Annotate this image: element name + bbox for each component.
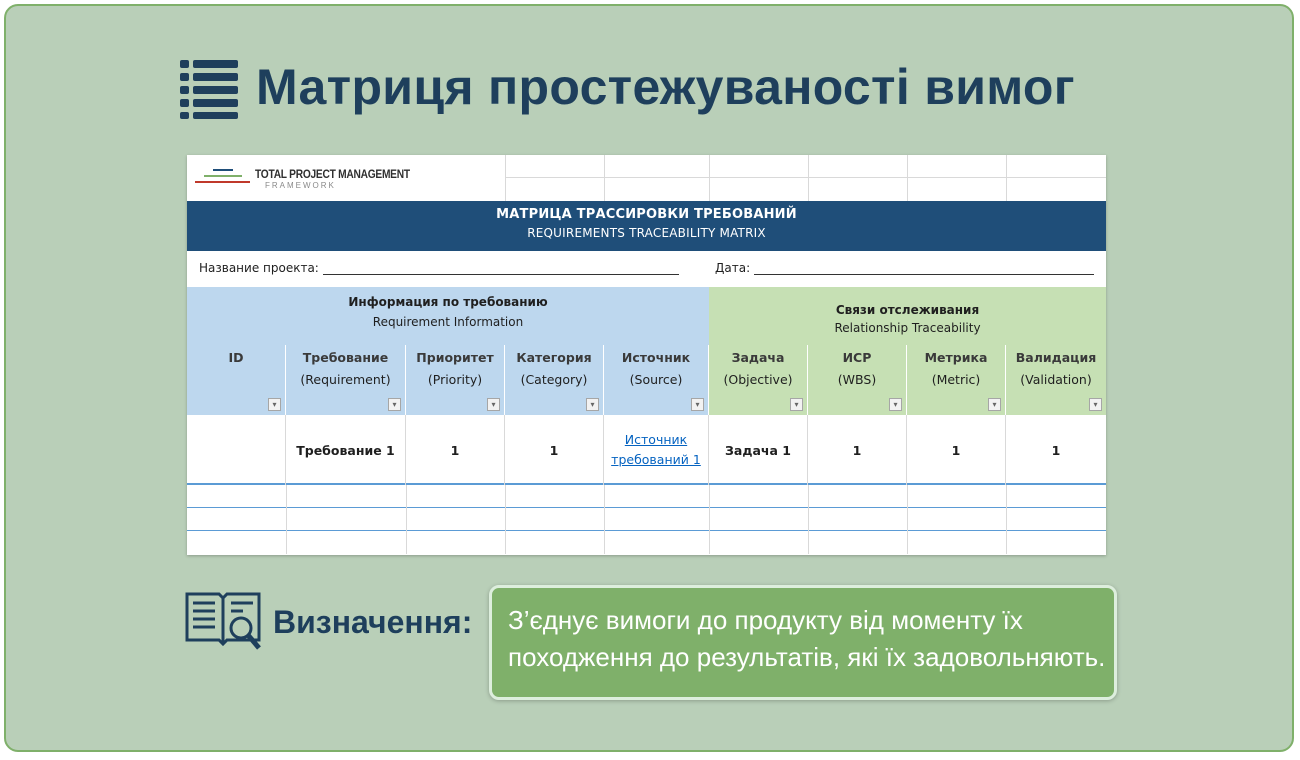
- list-icon: [178, 54, 240, 120]
- col-header-label: Задача: [731, 350, 785, 365]
- gridline: [604, 508, 605, 531]
- cell-source-link[interactable]: [604, 415, 709, 485]
- book-magnifier-icon: [183, 588, 263, 652]
- gridline: [604, 485, 605, 508]
- title-area: [178, 52, 1075, 122]
- gridline: [604, 531, 605, 554]
- col-header-sub: (Source): [629, 372, 683, 387]
- table-row: [187, 415, 1106, 485]
- filter-dropdown-icon[interactable]: ▾: [1089, 398, 1102, 411]
- col-header-label: Валидация: [1015, 350, 1097, 365]
- date-field: [715, 261, 1094, 275]
- gridline: [505, 177, 1106, 178]
- cell-metric[interactable]: 1: [907, 415, 1006, 485]
- cell-validation[interactable]: 1: [1051, 442, 1061, 458]
- logo-lines-icon: [195, 169, 250, 187]
- col-header-sub: (Category): [520, 372, 588, 387]
- gridline: [1006, 485, 1007, 508]
- gridline: [1006, 531, 1007, 554]
- gridline: [808, 485, 809, 508]
- logo-main-text: TOTAL PROJECT MANAGEMENT: [255, 167, 410, 181]
- gridline: [286, 485, 287, 508]
- gridline: [907, 155, 908, 201]
- col-header-label: ИСР: [842, 350, 872, 365]
- banner-title-ru: МАТРИЦА ТРАССИРОВКИ ТРЕБОВАНИЙ: [496, 207, 797, 222]
- filter-dropdown-icon[interactable]: ▾: [487, 398, 500, 411]
- table-row-empty: [187, 531, 1106, 554]
- filter-dropdown-icon[interactable]: ▾: [691, 398, 704, 411]
- gridline: [709, 508, 710, 531]
- col-header-id[interactable]: [187, 345, 286, 415]
- banner-title-en: REQUIREMENTS TRACEABILITY MATRIX: [527, 226, 766, 240]
- col-header-label: Источник: [621, 350, 691, 365]
- col-header-validation[interactable]: [1006, 345, 1106, 415]
- cell-id[interactable]: [187, 415, 286, 485]
- date-line: [754, 261, 1094, 275]
- filter-dropdown-icon[interactable]: ▾: [586, 398, 599, 411]
- gridline: [286, 508, 287, 531]
- filter-dropdown-icon[interactable]: ▾: [388, 398, 401, 411]
- gridline: [907, 531, 908, 554]
- group-requirement-en: Requirement Information: [372, 315, 524, 329]
- gridline: [907, 485, 908, 508]
- project-name-label: Название проекта:: [199, 261, 319, 275]
- table-row-empty: [187, 485, 1106, 508]
- col-header-wbs[interactable]: [808, 345, 907, 415]
- col-header-sub: (Requirement): [300, 372, 391, 387]
- gridline: [709, 155, 710, 201]
- source-link-line2[interactable]: требований 1: [611, 452, 701, 467]
- cell-requirement[interactable]: Требование 1: [286, 415, 406, 485]
- sheet-banner: [187, 201, 1106, 251]
- col-header-metric[interactable]: [907, 345, 1006, 415]
- meta-row: [187, 251, 1106, 287]
- col-header-label: Категория: [516, 350, 592, 365]
- col-header-objective[interactable]: [709, 345, 808, 415]
- gridline: [505, 508, 506, 531]
- project-name-field: [199, 261, 679, 275]
- project-name-line: [323, 261, 679, 275]
- gridline: [808, 155, 809, 201]
- gridline: [709, 531, 710, 554]
- gridline: [505, 531, 506, 554]
- logo-sub-text: FRAMEWORK: [265, 181, 336, 190]
- gridline: [808, 508, 809, 531]
- sheet-logo: [255, 167, 437, 190]
- gridline: [406, 508, 407, 531]
- gridline: [709, 485, 710, 508]
- col-header-label: Приоритет: [416, 350, 494, 365]
- group-trace-ru: Связи отслеживания: [835, 303, 980, 317]
- gridline: [406, 531, 407, 554]
- col-header-sub: (Objective): [723, 372, 793, 387]
- gridline: [505, 155, 506, 201]
- filter-dropdown-icon[interactable]: ▾: [790, 398, 803, 411]
- table-row-empty: [187, 508, 1106, 531]
- filter-dropdown-icon[interactable]: ▾: [268, 398, 281, 411]
- col-header-requirement[interactable]: [286, 345, 406, 415]
- col-header-sub: (Validation): [1020, 372, 1092, 387]
- sheet-logo-row: [187, 155, 1106, 201]
- col-header-label: ID: [228, 350, 244, 365]
- definition-box: [489, 585, 1117, 700]
- col-header-source[interactable]: [604, 345, 709, 415]
- gridline: [1006, 155, 1007, 201]
- date-label: Дата:: [715, 261, 751, 275]
- group-trace-en: Relationship Traceability: [834, 321, 981, 335]
- gridline: [604, 155, 605, 201]
- cell-category[interactable]: 1: [505, 415, 604, 485]
- group-relationship-trace: [709, 287, 1106, 345]
- page-title: Матриця простежуваності вимог: [256, 59, 1075, 115]
- filter-dropdown-icon[interactable]: ▾: [889, 398, 902, 411]
- gridline: [406, 485, 407, 508]
- group-requirement-info: [187, 287, 709, 345]
- col-header-category[interactable]: [505, 345, 604, 415]
- definition-text-line2: походження до результатів, які їх задовольняють.: [508, 642, 1106, 672]
- definition-label: Визначення:: [273, 604, 473, 640]
- col-header-label: Метрика: [924, 350, 988, 365]
- group-requirement-ru: Информация по требованию: [348, 295, 548, 309]
- col-header-priority[interactable]: [406, 345, 505, 415]
- col-header-sub: (Priority): [427, 372, 483, 387]
- definition-text-line1: З’єднує вимоги до продукту від моменту їх: [508, 605, 1023, 635]
- gridline: [808, 531, 809, 554]
- col-header-sub: (Metric): [931, 372, 981, 387]
- traceability-matrix-sheet: [187, 155, 1106, 555]
- gridline: [505, 485, 506, 508]
- cell-priority[interactable]: 1: [406, 415, 505, 485]
- filter-dropdown-icon[interactable]: ▾: [988, 398, 1001, 411]
- gridline: [907, 508, 908, 531]
- cell-objective[interactable]: Задача 1: [709, 415, 808, 485]
- gridline: [1006, 508, 1007, 531]
- col-header-label: Требование: [302, 350, 389, 365]
- cell-wbs[interactable]: 1: [808, 415, 907, 485]
- source-link-line1[interactable]: Источник: [624, 432, 688, 447]
- gridline: [286, 531, 287, 554]
- col-header-sub: (WBS): [837, 372, 877, 387]
